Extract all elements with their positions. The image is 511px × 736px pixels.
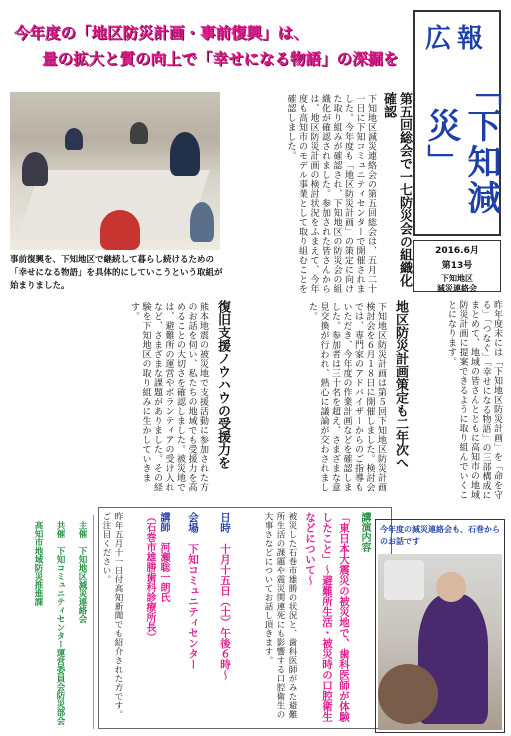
lecture-place [172, 512, 200, 722]
issue-date: 2016.6月 [435, 246, 479, 256]
cohost [54, 521, 65, 725]
supporter: 高知市地域防災推進課 [33, 521, 43, 606]
article-1-body: 下知地区減災連絡会の第五回総会は、五月二十一日に下知コミュニティセンターで開催されました。今年度も「地区防災計画」の策定に向けた取り組みが確認され、下知地区の防災会の組織化が確認されました。参加された皆さんからは、地区防災計画の検討状況をふまえて、今年度も高知市のモデル事業として取り組むことを確認しました。 [285, 94, 376, 294]
masthead [413, 10, 501, 236]
article-4-body: 熊本地震の被災地で支援活動に参加された方のお話を伺い、私たちの地域でも受援力を高めることの大切さを確認しました。被災地では、避難所の運営やボランティアの受け入れなど、さまざまな課題がありました。その経験を下知地区の取り組みに生かしていきます。 [129, 302, 208, 492]
dentist-photo-caption: 今年度の減災連絡会も、石巻からのお話です [380, 525, 500, 546]
photo-person-shape [170, 132, 200, 176]
lecture-label: 講演内容 [359, 512, 370, 552]
photo-person-shape [100, 210, 140, 250]
publisher-line-2: 減災連絡会 [437, 284, 477, 293]
sponsor-block [12, 515, 94, 729]
lecture-description: 被災した石巻市雄勝の状況と、歯科医師がみた避難所生活の課題や震災関連死にも影響する口腔衛生の大事さなどについてお話し頂きます。 [263, 512, 297, 719]
headline [14, 20, 399, 82]
lecture-speaker-name: 河瀬聡一朗氏 [158, 542, 169, 602]
lecture-date-value: 十月十五日（土）午後６時〜 [219, 543, 231, 680]
issue-box [413, 240, 501, 292]
article-3-body: 下知地区防災計画は第５回下知地区防災計画検討会を６月１８日に開催しました。検討会では、専門家のアドバイザーからのご指導もいただき、今年度の作業計画などを確認しました。参加者は三十名を超え、さまざまな意見交換が行われ、熱心に議論が交わされました。 [307, 302, 386, 492]
headline-line-1: 今年度の「地区防災計画・事前復興」は、 [14, 24, 309, 42]
lecture-speaker-label: 講師 [158, 512, 169, 532]
dentist-photo-box [375, 519, 505, 733]
photo-person-shape [65, 128, 83, 150]
photo-light-shape [384, 560, 424, 600]
masthead-title-big: 「下知減災」 [421, 72, 501, 216]
headline-line-2: 量の拡大と質の向上で「幸せになる物語」の深掘を [42, 50, 399, 68]
lecture-note: 昨年五月十一日付高知新聞でも紹介された方です。ご注目ください。 [101, 512, 123, 719]
cohost-name: 下知コミュニティセンター運営委員会防災部会 [55, 546, 65, 725]
meeting-photo [10, 92, 220, 250]
article-2-body: 昨年度末には「下知地区防災計画」を「命を守る」「つなぐ」「幸せになる物語」の三部構成にまとめて、地域の皆さんとともに高知市の地域防災計画に提案できるように取り組んでいくことになります。 [446, 300, 502, 500]
lecture-place-value: 下知コミュニティセンター [187, 543, 199, 670]
lecture-title: 「東日本大震災の被災地で、歯科医師が体験したこと」〜避難所生活・被災時の口腔衛生などについて〜 [304, 512, 350, 722]
masthead-title-small: 広報 [424, 24, 489, 54]
article-4-heading: 復旧支援ノウハウの受援力を [215, 300, 230, 469]
host [76, 521, 87, 725]
publisher-line-1: 下知地区 [441, 274, 473, 283]
lecture-date [204, 512, 232, 722]
cohost-label: 共催 [55, 521, 65, 538]
lecture-date-label: 日時 [219, 512, 231, 533]
article-3-heading: 地区防災計画策定も二年次へ [393, 300, 408, 469]
photo-head-shape [436, 572, 466, 602]
photo-person-shape [22, 152, 48, 186]
lecture-place-label: 会場 [187, 512, 199, 533]
photo-patient-shape [378, 664, 438, 724]
issue-number: 第13号 [441, 261, 473, 271]
photo-person-shape [130, 122, 148, 144]
host-name: 下知地区減災連絡会 [77, 546, 87, 623]
lecture-speaker [126, 512, 170, 722]
publisher-name [414, 274, 500, 294]
lecture-speaker-org: （石巻市雄勝歯科診療所長） [144, 512, 155, 642]
article-1-heading: 第五回総会で一七防災会の組織化確認 [381, 92, 412, 287]
masthead-title [421, 18, 501, 229]
host-label: 主催 [77, 521, 87, 538]
photo-person-shape [190, 202, 214, 242]
dentist-photo [378, 554, 502, 730]
photo-caption: 事前復興を、下知地区で継続して暮らし続けるための「幸せになる物語」を具体的にしていこうという取組が始まりました。 [10, 255, 223, 291]
